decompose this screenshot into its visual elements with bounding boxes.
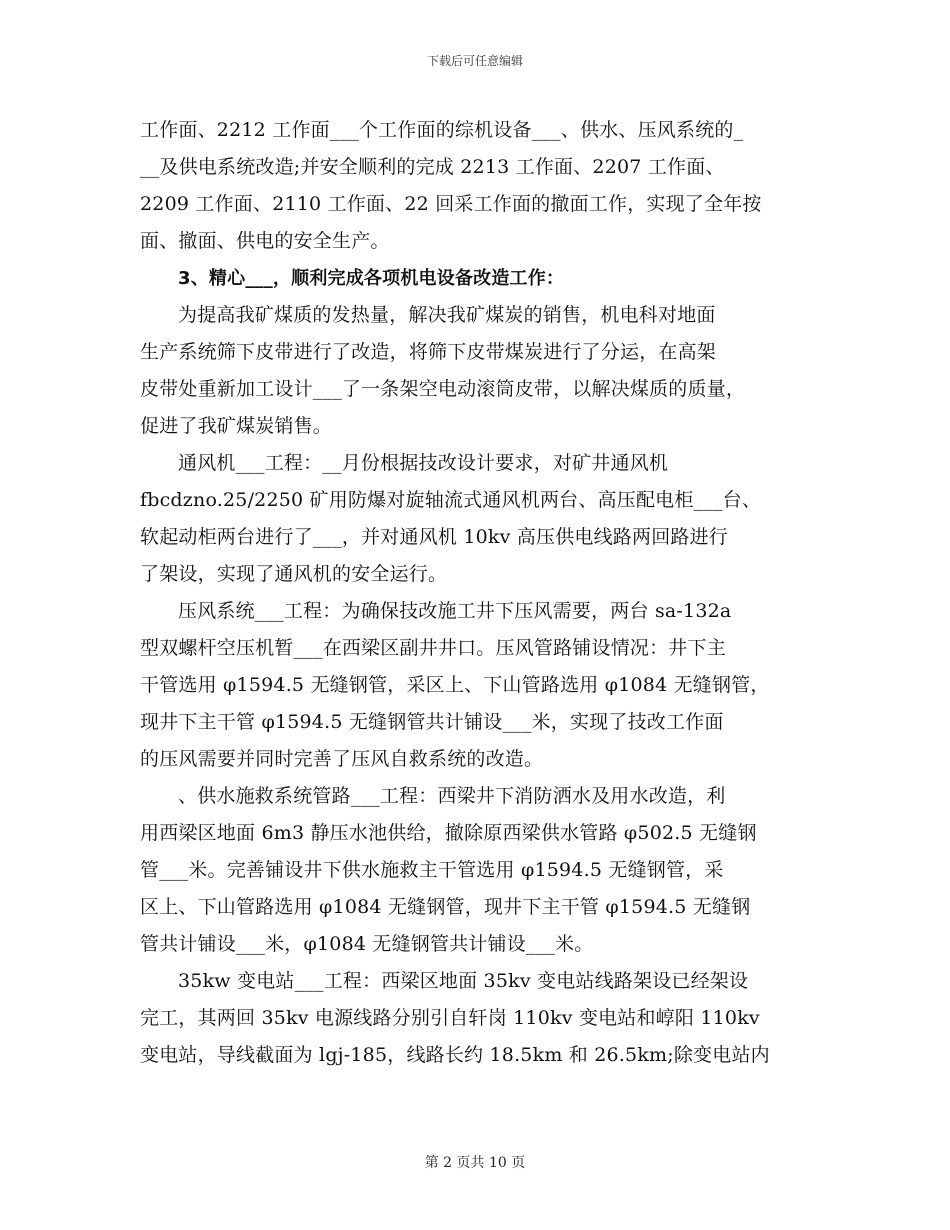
paragraph-start: 为提高我矿煤质的发热量，解决我矿煤炭的销售，机电科对地面 [178,304,716,326]
text-line: 了架设，实现了通风机的安全运行。 [140,563,448,585]
text-line: __及供电系统改造;并安全顺利的完成 2213 工作面、2207 工作面、 [140,156,725,178]
text-line: 促进了我矿煤炭销售。 [140,415,333,437]
text-line: 2209 工作面、2110 工作面、22 回采工作面的撤面工作，实现了全年按 [140,193,762,215]
text-line: 区上、下山管路选用 φ1084 无缝钢管，现井下主干管 φ1594.5 无缝钢 [140,896,751,918]
section-heading: 3、精心___，顺利完成各项机电设备改造工作： [178,268,565,289]
text-line: 管___米。完善铺设井下供水施救主干管选用 φ1594.5 无缝钢管，采 [140,859,724,881]
text-line: 的压风需要并同时完善了压风自救系统的改造。 [140,748,544,770]
text-line: 软起动柜两台进行了___，并对通风机 10kv 高压供电线路两回路进行 [140,526,729,548]
text-line: 完工，其两回 35kv 电源线路分别引自轩岗 110kv 变电站和崞阳 110kv [140,1007,760,1029]
text-line: 生产系统筛下皮带进行了改造，将筛下皮带煤炭进行了分运，在高架 [140,341,717,363]
text-line: 变电站，导线截面为 lgj-185，线路长约 18.5km 和 26.5km;除变电站内 [140,1044,770,1066]
paragraph-start: 压风系统___工程：为确保技改施工井下压风需要，两台 sa-132a [178,600,732,622]
text-line: fbcdzno.25/2250 矿用防爆对旋轴流式通风机两台、高压配电柜___台、 [140,489,762,511]
text-line: 用西梁区地面 6m3 静压水池供给，撤除原西梁供水管路 φ502.5 无缝钢 [140,822,757,844]
text-line: 现井下主干管 φ1594.5 无缝钢管共计铺设___米，实现了技改工作面 [140,711,724,733]
paragraph-start: 35kw 变电站___工程：西梁区地面 35kv 变电站线路架设已经架设 [178,970,749,992]
text-line: 皮带处重新加工设计___了一条架空电动滚筒皮带，以解决煤质的质量， [140,378,746,400]
text-line: 干管选用 φ1594.5 无缝钢管，采区上、下山管路选用 φ1084 无缝钢管， [140,674,770,696]
text-line: 面、撤面、供电的安全生产。 [140,230,390,252]
paragraph-start: 通风机___工程：__月份根据技改设计要求，对矿井通风机 [178,452,669,474]
body-text [140,112,830,1074]
text-line: 型双螺杆空压机暂___在西梁区副井井口。压风管路铺设情况：井下主 [140,637,726,659]
page-header: 下载后可任意编辑 [426,54,523,68]
paragraph-start: 、供水施救系统管路___工程：西梁井下消防洒水及用水改造，利 [178,785,726,807]
page-footer: 第 2 页共 10 页 [424,1155,526,1171]
text-line: 管共计铺设___米，φ1084 无缝钢管共计铺设___米。 [140,933,594,955]
text-line: 工作面、2212 工作面___个工作面的综机设备___、供水、压风系统的_ [140,119,744,141]
